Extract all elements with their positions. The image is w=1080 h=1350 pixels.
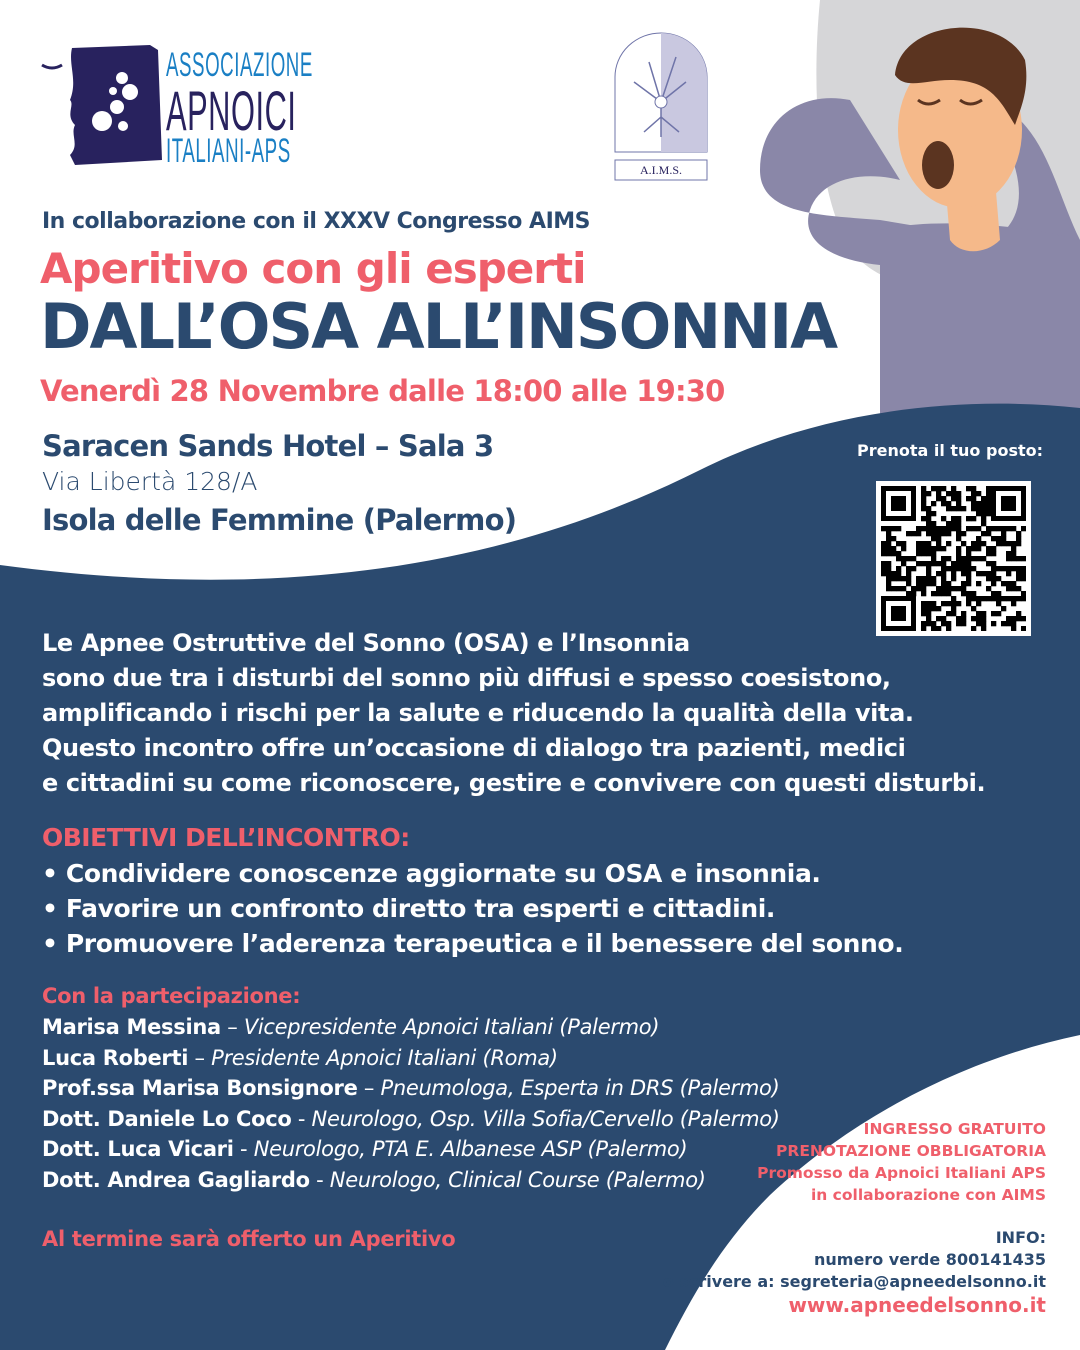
participant-role: Neurologo, Clinical Course (Palermo) [329, 1167, 706, 1192]
intro-line: Questo incontro offre un’occasione di dialogo tra pazienti, medici [42, 734, 906, 762]
info-label: INFO: [995, 1228, 1046, 1247]
footer-notes [757, 1118, 1046, 1206]
participant-name: Prof.ssa Marisa Bonsignore [42, 1076, 358, 1100]
participant-item [42, 1134, 780, 1165]
pillow-face-icon [40, 40, 170, 170]
participant-separator: – [357, 1076, 381, 1100]
apnoici-logo [40, 40, 313, 174]
intro-line: e cittadini su come riconoscere, gestire e convivere con questi disturbi. [42, 769, 986, 797]
participant-role: Vicepresidente Apnoici Italiani (Palermo) [243, 1015, 660, 1039]
participants-heading: Con la partecipazione: [42, 984, 301, 1008]
event-title: DALL’OSA ALL’INSONNIA [40, 290, 837, 363]
intro-line: amplificando i rischi per la salute e riducendo la qualità della vita. [42, 699, 914, 727]
intro-text [42, 626, 985, 801]
logo-line-2: APNOICI [166, 79, 297, 142]
participant-name: Marisa Messina [42, 1015, 221, 1039]
participant-item [42, 1043, 780, 1074]
website-link[interactable]: www.apneedelsonno.it [788, 1293, 1046, 1317]
email-contact[interactable]: o scrivere a: segreteria@apneedelsonno.it [662, 1272, 1046, 1291]
logo-line-1: ASSOCIAZIONE [166, 46, 313, 84]
participant-role: Neurologo, Osp. Villa Sofia/Cervello (Palermo) [311, 1106, 780, 1131]
participant-separator: - [291, 1106, 312, 1131]
closing-note: Al termine sarà offerto un Aperitivo [42, 1227, 456, 1251]
participant-role: Pneumologa, Esperta in DRS (Palermo) [380, 1076, 780, 1100]
free-entry: INGRESSO GRATUITO [863, 1120, 1046, 1138]
objective-item: • Favorire un confronto diretto tra esperti e cittadini. [42, 894, 775, 923]
aims-logo [614, 32, 708, 182]
venue-city: Isola delle Femmine (Palermo) [42, 503, 517, 537]
participant-role: Presidente Apnoici Italiani (Roma) [211, 1045, 558, 1070]
collab-text: In collaborazione con il XXXV Congresso AIMS [42, 209, 590, 234]
participant-name: Dott. Luca Vicari [42, 1137, 234, 1161]
venue-name: Saracen Sands Hotel – Sala 3 [42, 429, 494, 463]
objective-item: • Condividere conoscenze aggiornate su OSA e insonnia. [42, 859, 821, 888]
logo-line-3: ITALIANI-APS [166, 132, 291, 170]
neuron-icon [614, 32, 708, 182]
participant-name: Dott. Daniele Lo Coco [42, 1106, 292, 1131]
info-block [663, 1227, 1046, 1293]
event-subtitle: Aperitivo con gli esperti [40, 244, 586, 293]
participant-separator: – [220, 1015, 244, 1039]
aims-logo-text: A.I.M.S. [639, 163, 682, 177]
intro-line: sono due tra i disturbi del sonno più diffusi e spesso coesistono, [42, 664, 891, 692]
participants-list [42, 1012, 780, 1195]
participant-name: Luca Roberti [42, 1045, 189, 1070]
participant-item [42, 1012, 780, 1043]
participant-item [42, 1104, 780, 1135]
in-collaboration: in collaborazione con AIMS [810, 1186, 1046, 1204]
participant-separator: – [188, 1045, 212, 1070]
participant-item [42, 1073, 780, 1104]
venue-street: Via Libertà 128/A [42, 467, 258, 496]
participant-item [42, 1165, 780, 1196]
participant-separator: - [309, 1167, 330, 1192]
objectives-heading: OBIETTIVI DELL’INCONTRO: [42, 823, 410, 852]
participant-role: Neurologo, PTA E. Albanese ASP (Palermo) [253, 1137, 688, 1161]
participant-name: Dott. Andrea Gagliardo [42, 1167, 310, 1192]
objectives-list [42, 856, 903, 961]
phone-number[interactable]: numero verde 800141435 [814, 1250, 1046, 1269]
booking-qr-code[interactable] [876, 481, 1031, 636]
intro-line: Le Apnee Ostruttive del Sonno (OSA) e l’Insonnia [42, 629, 690, 657]
promoted-by: Promosso da Apnoici Italiani APS [757, 1164, 1046, 1182]
booking-label: Prenota il tuo posto: [856, 441, 1043, 460]
objective-item: • Promuovere l’aderenza terapeutica e il benessere del sonno. [42, 929, 904, 958]
participant-separator: - [233, 1137, 254, 1161]
booking-required: PRENOTAZIONE OBBLIGATORIA [776, 1142, 1046, 1160]
event-date: Venerdì 28 Novembre dalle 18:00 alle 19:30 [40, 374, 725, 408]
